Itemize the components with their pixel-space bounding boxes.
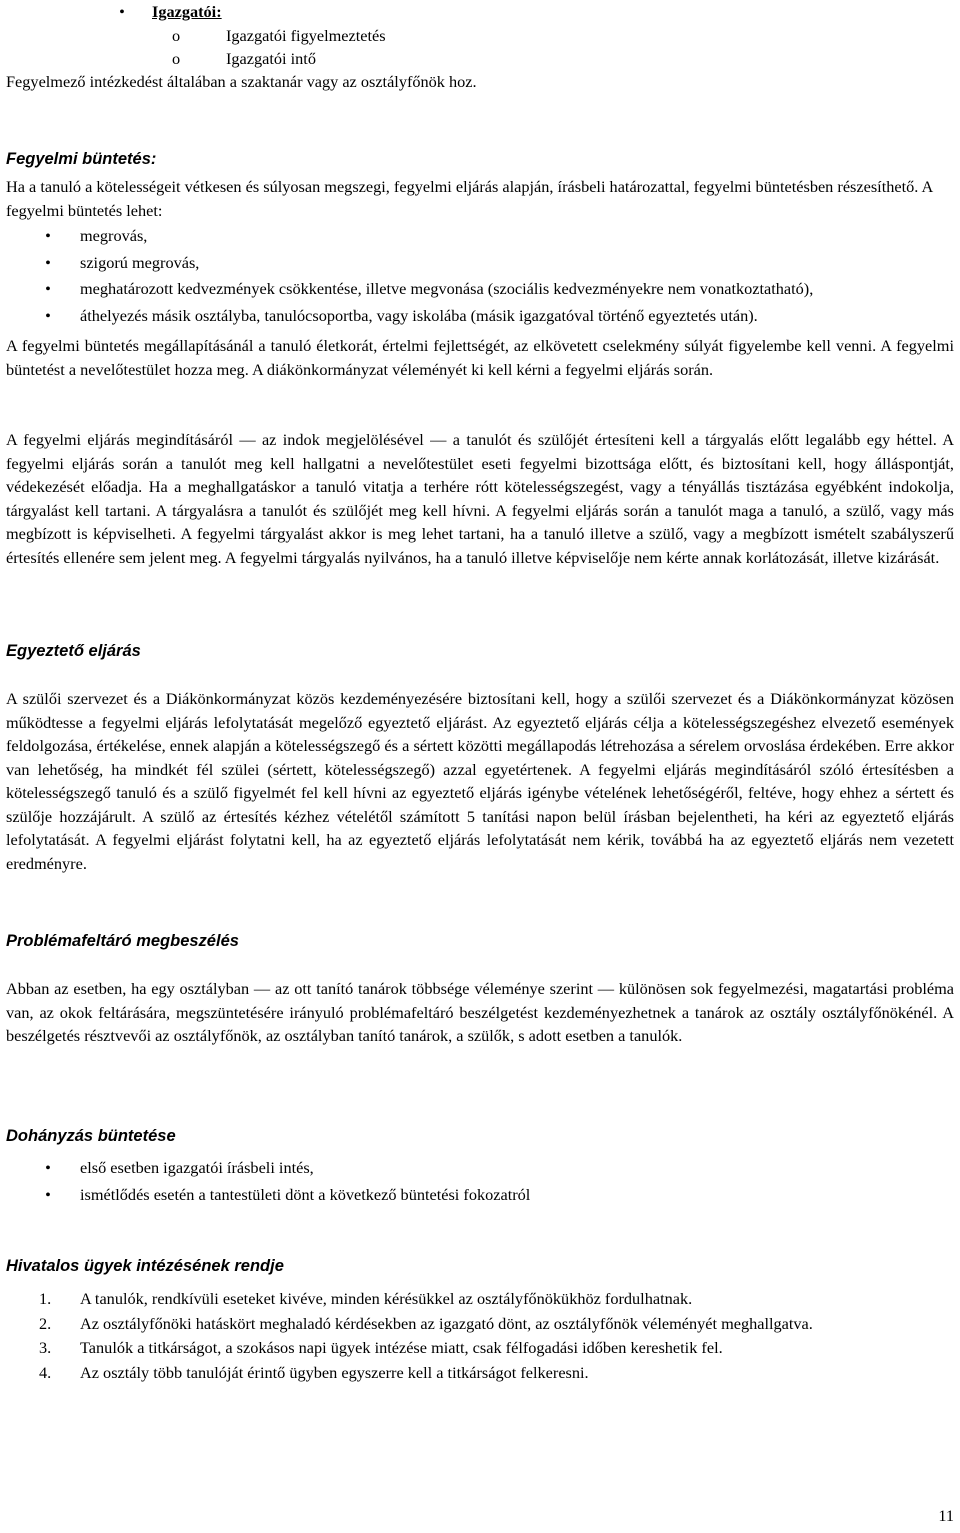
fegyelmi-list xyxy=(45,224,954,327)
egyezteto-para: A szülői szervezet és a Diákönkormányzat közös kezdeményezésére biztosítani kell, hogy a szülői szervezet és a Diákönkormányzat közösen működtesse a fegyelmi eljárás lefolytatását megelőző egyeztető eljárást. Az egyeztető eljárás célja a kötelességszegéshez elvezető események feldolgozása, értékelése, ennek alapján a kötelességszegő és a sértett közötti megállapodás létrehozása a sérelem orvoslása érdekében. Erre akkor van lehetőség, ha mindkét fél szülei (sértett, kötelességszegő) azzal egyetértenek. A fegyelmi eljárás megindításáról szóló értesítésben a kötelességszegő tanuló és a szülő figyelmét fel kell hívni az egyeztető eljárás igénybe vételének lehetőségéről, feltéve, hogy ehhez a sértett és szülője hozzájárult. A szülő az értesítés kézhez vételétől számított 5 tanítási napon belül írásban bejelentheti, ha kéri az egyeztető eljárás lefolytatását. A fegyelmi eljárást folytatni kell, ha az egyeztető eljárás lefolytatását nem kérik, továbbá ha az egyeztető eljárás nem vezetett eredményre. xyxy=(6,689,954,873)
bullet-icon: • xyxy=(45,226,51,245)
circle-bullet-icon: o xyxy=(172,25,181,45)
list-item: • meghatározott kedvezmények csökkentése, illetve megvonása (szociális kedvezményekre nem vonatkoztatható), xyxy=(80,277,954,301)
list-item: • áthelyezés másik osztályba, tanulócsoportba, vagy iskolába (másik igazgatóval történő egyeztetés után). xyxy=(80,304,954,328)
igazgatoi-note: Fegyelmező intézkedést általában a szaktanár vagy az osztályfőnök hoz. xyxy=(6,72,477,91)
igazgatoi-heading: Igazgatói: xyxy=(152,2,222,21)
list-item: • megrovás, xyxy=(80,224,954,248)
egyezteto-heading: Egyeztető eljárás xyxy=(6,642,141,660)
list-item: 2. Az osztályfőnöki hatáskört meghaladó kérdésekben az igazgató dönt, az osztályfőnök véleményét meghallgatva. xyxy=(39,1313,813,1333)
dohanyzas-heading: Dohányzás büntetése xyxy=(6,1127,176,1145)
fegyelmi-intro: Ha a tanuló a kötelességeit vétkesen és súlyosan megszegi, fegyelmi eljárás alapján, írásbeli határozattal, fegyelmi büntetésben részesíthető. A fegyelmi büntetés lehet: xyxy=(6,177,933,220)
list-item: Igazgatói intő xyxy=(226,49,316,68)
fegyelmi-heading: Fegyelmi büntetés: xyxy=(6,150,157,168)
igazgatoi-block xyxy=(114,0,954,71)
bullet-icon: • xyxy=(45,305,51,325)
hivatalos-heading: Hivatalos ügyek intézésének rendje xyxy=(6,1257,284,1275)
circle-bullet-icon: o xyxy=(172,49,181,68)
page-number: 11 xyxy=(938,1506,954,1525)
fegyelmi-para-1: A fegyelmi büntetés megállapításánál a tanuló életkorát, értelmi fejlettségét, az elkövetett cselekmény súlyát figyelembe kell venni. A fegyelmi büntetést a nevelőtestület hozza meg. A diákönkormányzat véleményét ki kell kérni a fegyelmi eljárás során. xyxy=(6,336,954,379)
bullet-icon: • xyxy=(45,252,51,272)
list-item: Igazgatói figyelmeztetés xyxy=(226,25,386,45)
list-item: 3. Tanulók a titkárságot, a szokásos napi ügyek intézése miatt, csak félfogadási időben kereshetik fel. xyxy=(39,1338,723,1357)
fegyelmi-para-2: A fegyelmi eljárás megindításáról — az indok megjelölésével — a tanulót és szülőjét értesíteni kell a tárgyalás előtt legalább egy héttel. A fegyelmi eljárás során a tanulót meg kell hallgatni a nevelőtestület eseti fegyelmi bizottsága előtt, és biztosítani kell, hogy álláspontját, védekezését előadja. Ha a meghallgatáskor a tanuló vitatja a terhére rótt kötelességszegést, vagy a tényállás tisztázása egyébként indokolja, tárgyalást kell tartani. A tárgyalásra a tanulót és szülőjét meg kell hívni. A fegyelmi eljárás során a tanulót maga a tanuló, a szülő, vagy más megbízott is képviselheti. A fegyelmi tárgyalást akkor is meg lehet tartani, ha a tanuló illetve a szülő, vagy a megbízott ismételt szabályszerű értesítés ellenére sem jelent meg. A fegyelmi tárgyalás nyilvános, ha a tanuló illetve képviselője nem kérte annak korlátozását, illetve kizárását. xyxy=(6,430,954,567)
problema-para: Abban az esetben, ha egy osztályban — az ott tanító tanárok többsége véleménye szerint — különösen sok fegyelmezési, magatartási probléma van, az okok feltárására, megszüntetésére irányuló problémafeltáró beszélgetést kezdeményezhetnek a tanárok az osztály osztályfőnökénél. A beszélgetés résztvevői az osztályfőnök, az osztályban tanító tanárok, a szülők, s adott esetben a tanulók. xyxy=(6,979,954,1045)
bullet-icon: • xyxy=(45,279,51,298)
problema-heading: Problémafeltáró megbeszélés xyxy=(6,932,239,950)
bullet-icon: • xyxy=(45,1184,51,1204)
list-item: 1. A tanulók, rendkívüli eseteket kivéve, minden kérésükkel az osztályfőnökükhöz fordulhatnak. xyxy=(39,1289,693,1308)
list-item: 4. Az osztály több tanulóját érintő ügyben egyszerre kell a titkárságot felkeresni. xyxy=(39,1362,589,1382)
bullet-icon: • xyxy=(45,1158,51,1177)
list-item: • szigorú megrovás, xyxy=(80,251,954,275)
bullet-icon: • xyxy=(119,2,125,21)
dohanyzas-list xyxy=(45,1156,954,1206)
list-item: • ismétlődés esetén a tantestületi dönt a következő büntetési fokozatról xyxy=(80,1183,954,1207)
list-item: • első esetben igazgatói írásbeli intés, xyxy=(80,1156,954,1180)
hivatalos-list xyxy=(39,1287,954,1384)
